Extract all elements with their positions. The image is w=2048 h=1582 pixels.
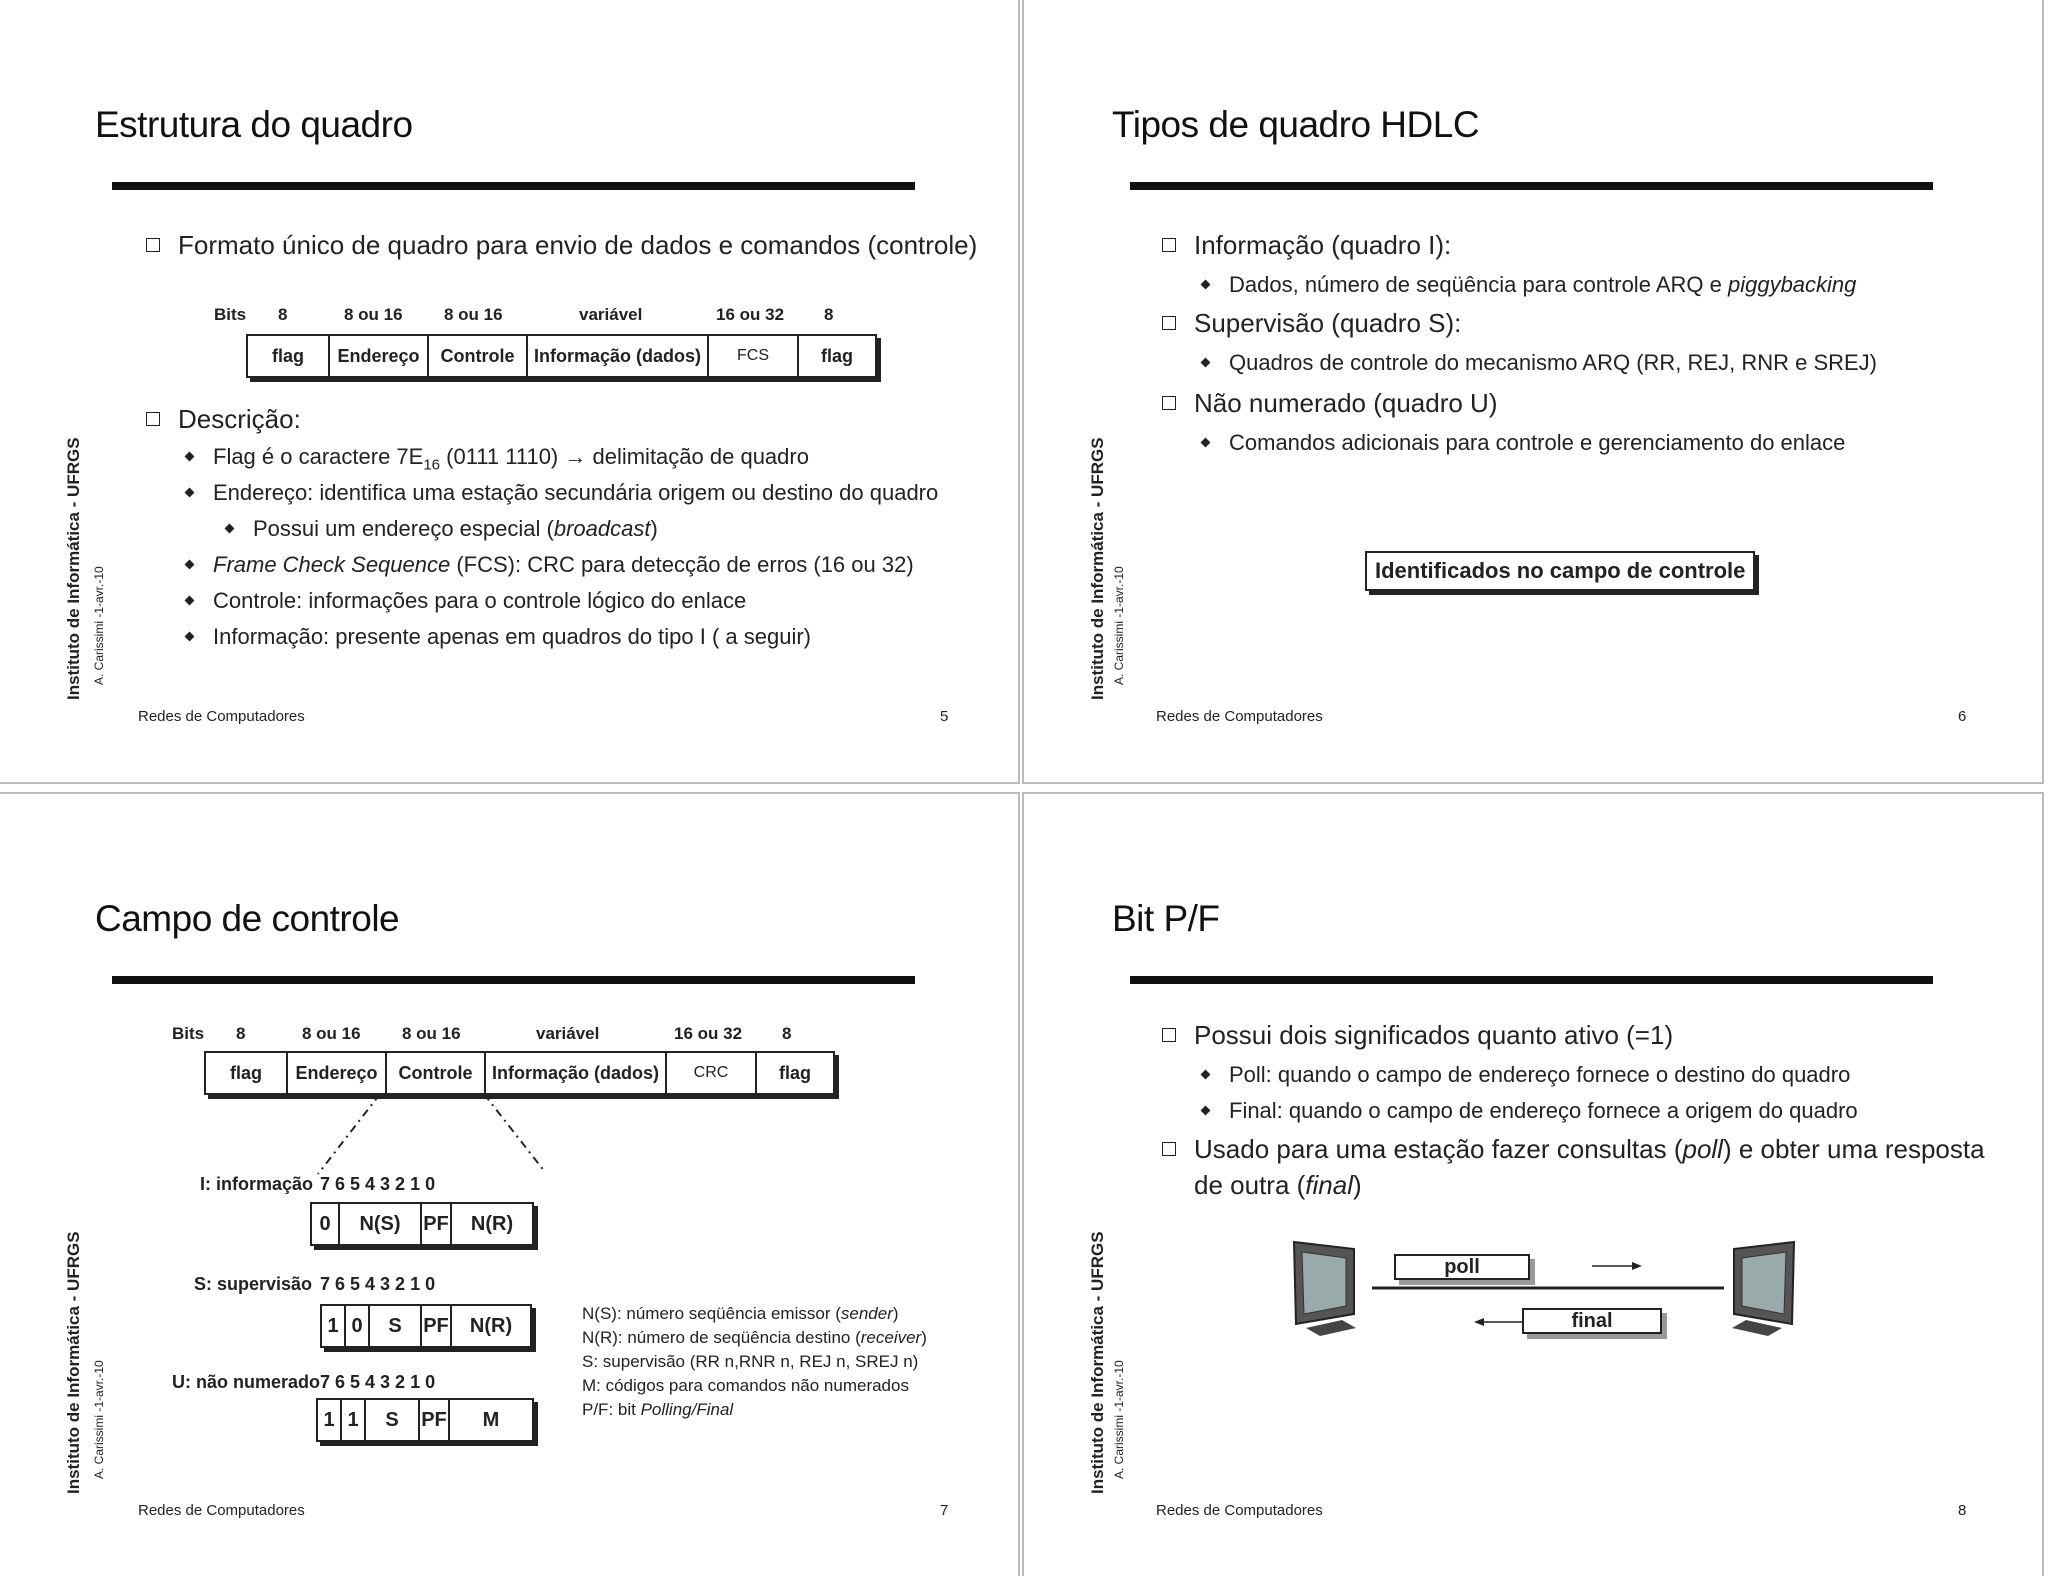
final-label: final <box>1522 1308 1662 1334</box>
poll-final-diagram <box>1024 794 2042 1576</box>
bits-value: 16 ou 32 <box>716 305 785 324</box>
sub-final: Final: quando o campo de endereço fornece a origem do quadro <box>1202 1098 1858 1124</box>
s-field: 1 <box>322 1306 346 1346</box>
u-field: 1 <box>342 1400 366 1440</box>
u-field: M <box>482 1408 500 1431</box>
diamond-bullet-icon <box>185 560 195 570</box>
frame-field: flag <box>820 345 853 366</box>
i-field: 0 <box>312 1204 340 1244</box>
s-label: S: supervisão <box>194 1274 313 1294</box>
diamond-bullet-icon <box>1201 280 1211 290</box>
institute-label: Instituto de Informática - UFRGS <box>1088 437 1107 700</box>
diamond-bullet-icon <box>1201 438 1211 448</box>
i-frame <box>310 1202 534 1246</box>
title-rule <box>112 182 915 190</box>
bits-value: variável <box>579 305 643 324</box>
bits-value: 8 <box>782 1024 792 1043</box>
diamond-bullet-icon <box>185 488 195 498</box>
bullet-meanings: Possui dois significados quanto ativo (=1) <box>1162 1020 1673 1051</box>
footer-course: Redes de Computadores <box>1156 1502 1323 1519</box>
identified-box: Identificados no campo de controle <box>1365 551 1755 591</box>
s-field: N(R) <box>469 1314 513 1337</box>
desc-broadcast: Possui um endereço especial (broadcast) <box>226 516 658 542</box>
slide-title: Estrutura do quadro <box>95 104 413 145</box>
square-bullet-icon <box>1162 396 1176 410</box>
sub-poll: Poll: quando o campo de endereço fornece o destino do quadro <box>1202 1062 1850 1088</box>
desc-address: Endereço: identifica uma estação secundária origem ou destino do quadro <box>186 480 938 506</box>
note-ns: N(S): número seqüência emissor (sender) <box>582 1304 899 1323</box>
bits-value: 8 ou 16 <box>302 1024 361 1043</box>
frame-field: Informação (dados) <box>528 336 709 376</box>
author-label: A. Carissimi -1-avr.-10 <box>1112 1360 1126 1479</box>
diamond-bullet-icon <box>185 596 195 606</box>
poll-label: poll <box>1394 1254 1530 1280</box>
zoom-lines <box>0 794 1018 1576</box>
i-field: N(S) <box>340 1204 422 1244</box>
page-number: 6 <box>1958 708 1967 725</box>
i-field: N(R) <box>470 1212 514 1235</box>
bullet-unnumbered: Não numerado (quadro U) <box>1162 388 1498 419</box>
desc-flag: Flag é o caractere $7E_{16}$ (0111 1110) → delimitação de quadro <box>186 444 809 473</box>
frame-field: Controle <box>429 336 528 376</box>
bullet-info: Informação (quadro I): <box>1162 230 1451 261</box>
slide-title: Bit P/F <box>1112 898 1220 939</box>
i-label: I: informação <box>200 1174 314 1194</box>
footer-course: Redes de Computadores <box>138 1502 305 1519</box>
slide-7 <box>0 792 1020 1576</box>
slide-6 <box>1022 0 2044 784</box>
square-bullet-icon <box>146 412 160 426</box>
square-bullet-icon <box>146 238 160 252</box>
s-field: 0 <box>346 1306 370 1346</box>
frame-field: Endereço <box>330 336 429 376</box>
s-field: S <box>370 1306 422 1346</box>
bullet-usage-cont: de outra (final) <box>1194 1170 1362 1200</box>
computer-icon-right <box>1732 1242 1794 1336</box>
author-label: A. Carissimi -1-avr.-10 <box>1112 566 1126 685</box>
bits-value: 8 ou 16 <box>402 1024 461 1043</box>
note-s: S: supervisão (RR n,RNR n, REJ n, SREJ n) <box>582 1352 919 1371</box>
note-m: M: códigos para comandos não numerados <box>582 1376 909 1395</box>
footer-course: Redes de Computadores <box>138 708 305 725</box>
i-field: PF <box>422 1204 452 1244</box>
slide-title: Campo de controle <box>95 898 400 939</box>
bits-value: 8 ou 16 <box>344 305 403 324</box>
sub-unnumbered: Comandos adicionais para controle e gerenciamento do enlace <box>1202 430 1845 456</box>
bits-value: variável <box>536 1024 600 1043</box>
note-nr: N(R): número de seqüência destino (receiver) <box>582 1328 927 1347</box>
u-field: S <box>366 1400 420 1440</box>
bits-value: 8 <box>278 305 288 324</box>
bits-value: 8 <box>236 1024 246 1043</box>
bullet-description: Descrição: <box>146 404 301 435</box>
frame-format <box>246 334 877 378</box>
bits-label: Bits <box>172 1024 205 1043</box>
slide-5 <box>0 0 1020 784</box>
square-bullet-icon <box>1162 238 1176 252</box>
author-label: A. Carissimi -1-avr.-10 <box>92 1360 106 1479</box>
legend-notes <box>582 1302 927 1422</box>
u-field: 1 <box>318 1400 342 1440</box>
institute-label: Instituto de Informática - UFRGS <box>64 437 83 700</box>
sub-info: Dados, número de seqüência para controle ARQ e piggybacking <box>1202 272 1856 298</box>
u-field: PF <box>420 1400 450 1440</box>
note-pf: P/F: bit Polling/Final <box>582 1400 734 1419</box>
page-number: 8 <box>1958 1502 1967 1519</box>
bullet-supervision: Supervisão (quadro S): <box>1162 308 1461 339</box>
frame-field: FCS <box>709 336 799 376</box>
frame-field: flag <box>248 336 330 376</box>
frame-field: Informação (dados) <box>486 1053 667 1093</box>
sub-supervision: Quadros de controle do mecanismo ARQ (RR, REJ, RNR e SREJ) <box>1202 350 1877 376</box>
diamond-bullet-icon <box>185 632 195 642</box>
frame-field: Endereço <box>288 1053 387 1093</box>
bullet-usage: Usado para uma estação fazer consultas (poll) e obter uma resposta <box>1162 1134 1985 1165</box>
s-frame <box>320 1304 532 1348</box>
page-number: 5 <box>940 708 949 725</box>
bit-numbers: 7 6 5 4 3 2 1 0 <box>320 1174 436 1194</box>
square-bullet-icon <box>1162 316 1176 330</box>
bit-numbers: 7 6 5 4 3 2 1 0 <box>320 1274 436 1294</box>
diamond-bullet-icon <box>185 452 195 462</box>
title-rule <box>1130 182 1933 190</box>
bits-label: Bits <box>214 305 247 324</box>
bit-numbers: 7 6 5 4 3 2 1 0 <box>320 1372 436 1392</box>
diamond-bullet-icon <box>1201 358 1211 368</box>
bits-value: 8 <box>824 305 834 324</box>
author-label: A. Carissimi -1-avr.-10 <box>92 566 106 685</box>
page-number: 7 <box>940 1502 949 1519</box>
slide-8 <box>1022 792 2044 1576</box>
frame-field: Controle <box>387 1053 486 1093</box>
desc-info: Informação: presente apenas em quadros do tipo I ( a seguir) <box>186 624 811 650</box>
bits-value: 8 ou 16 <box>444 305 503 324</box>
slide-title: Tipos de quadro HDLC <box>1112 104 1480 145</box>
s-field: PF <box>422 1306 452 1346</box>
institute-label: Instituto de Informática - UFRGS <box>64 1231 83 1494</box>
frame-field: flag <box>778 1062 811 1083</box>
diamond-bullet-icon <box>225 524 235 534</box>
desc-control: Controle: informações para o controle lógico do enlace <box>186 588 746 614</box>
u-label: U: não numerado <box>172 1372 321 1392</box>
frame-field: CRC <box>667 1053 757 1093</box>
computer-icon-left <box>1294 1242 1356 1336</box>
footer-course: Redes de Computadores <box>1156 708 1323 725</box>
frame-field: flag <box>206 1053 288 1093</box>
bullet-format: Formato único de quadro para envio de dados e comandos (controle) <box>146 230 977 261</box>
desc-fcs: Frame Check Sequence (FCS): CRC para detecção de erros (16 ou 32) <box>186 552 914 578</box>
institute-label: Instituto de Informática - UFRGS <box>1088 1231 1107 1494</box>
u-frame <box>316 1398 534 1442</box>
bits-value: 16 ou 32 <box>674 1024 743 1043</box>
